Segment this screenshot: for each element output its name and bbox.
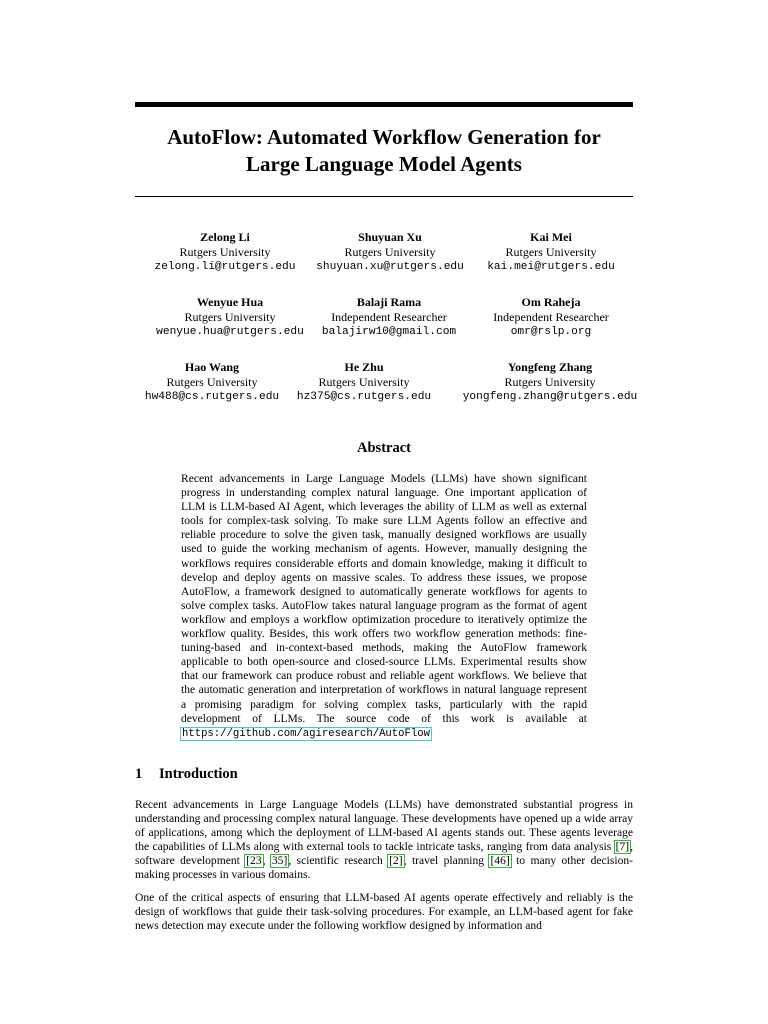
section-title: Introduction — [159, 766, 238, 782]
intro-paragraph-1 — [135, 798, 633, 883]
author-affiliation: Rutgers University — [179, 245, 271, 259]
author-name: Balaji Rama — [356, 295, 422, 309]
paragraph-text: to many other decision-making processes in various domains. — [135, 855, 633, 882]
author-affiliation: Independent Researcher — [331, 310, 447, 324]
abstract-body — [181, 472, 587, 741]
author-email: yongfeng.zhang@rutgers.edu — [462, 391, 638, 403]
section-number: 1 — [135, 766, 143, 782]
author-card — [274, 360, 454, 405]
author-card — [140, 295, 320, 340]
citation-link[interactable]: [46] — [490, 855, 510, 868]
author-name: Zelong Li — [200, 230, 250, 244]
title-bottom-rule — [135, 196, 633, 197]
citation-link[interactable]: [7] — [615, 841, 630, 854]
intro-paragraph-2: One of the critical aspects of ensuring that LLM-based AI agents operate effectively and reliably is the design of workflows that guide their task-solving procedures. For example, an LLM-based agent for fake news detection may execute under the following workflow designed by information and — [135, 892, 633, 933]
author-card — [300, 230, 480, 275]
paper-title-line-1: AutoFlow: Automated Workflow Generation for — [167, 125, 601, 149]
author-name: Shuyuan Xu — [358, 230, 422, 244]
author-card — [135, 230, 315, 275]
author-name: Hao Wang — [184, 360, 240, 374]
author-affiliation: Independent Researcher — [493, 310, 609, 324]
author-name: Kai Mei — [530, 230, 572, 244]
author-name: He Zhu — [344, 360, 384, 374]
abstract-text: Recent advancements in Large Language Models (LLMs) have shown significant progress in understanding complex natural language. One important application of LLM is LLM-based AI Agent, which leverages the ability of LLM as well as external tools for complex-task solving. To make sure LLM Agents follow an effective and reliable procedure to solve the given task, manually designed workflows are usually used to guide the working mechanism of agents. However, manually designing the workflows requires considerable efforts and domain knowledge, making it difficult to develop and deploy agents on massive scales. To address these issues, we propose AutoFlow, a framework designed to automatically generate workflows for agents to solve complex tasks. AutoFlow takes natural language program as the format of agent workflow and employs a workflow optimization procedure to iteratively optimize the workflow quality. Besides, this work offers two workflow generation methods: fine-tuning-based and in-context-based methods, making the AutoFlow framework applicable to both open-source and closed-source LLMs. Experimental results show that our framework can produce robust and reliable agent workflows. We believe that the automatic generation and interpretation of workflows in natural language represent a promising paradigm for solving complex tasks, particularly with the rapid development of LLMs. The source code of this work is available at — [181, 473, 587, 725]
author-affiliation: Rutgers University — [166, 375, 258, 389]
citation-link[interactable]: [23 — [246, 855, 262, 868]
author-card — [461, 230, 641, 275]
author-affiliation: Rutgers University — [318, 375, 410, 389]
abstract-heading: Abstract — [357, 440, 411, 456]
author-email: hz375@cs.rutgers.edu — [296, 391, 432, 403]
source-code-link[interactable]: https://github.com/agiresearch/AutoFlow — [182, 727, 430, 740]
paragraph-text: Recent advancements in Large Language Models (LLMs) have demonstrated substantial progress in understanding and processing complex natural language. These developments have opened up a wide array of applications, among which the deployment of LLM-based AI agents stands out. These agents leverage the capabilities of LLMs along with external tools to tackle intricate tasks, ranging from data analysis — [135, 799, 633, 854]
paper-title — [135, 124, 633, 178]
author-name: Yongfeng Zhang — [507, 360, 593, 374]
author-affiliation: Rutgers University — [504, 375, 596, 389]
paragraph-text: , — [262, 855, 271, 868]
section-heading-introduction — [135, 766, 238, 783]
title-top-rule — [135, 102, 633, 107]
citation-link[interactable]: 35] — [271, 855, 288, 868]
author-email: wenyue.hua@rutgers.edu — [156, 326, 304, 338]
author-affiliation: Rutgers University — [505, 245, 597, 259]
author-card — [445, 360, 655, 405]
author-affiliation: Rutgers University — [184, 310, 276, 324]
author-email: omr@rslp.org — [510, 326, 592, 338]
author-affiliation: Rutgers University — [344, 245, 436, 259]
author-email: zelong.li@rutgers.edu — [154, 261, 296, 273]
citation-link[interactable]: [2] — [389, 855, 403, 868]
author-card — [461, 295, 641, 340]
author-name: Wenyue Hua — [196, 295, 264, 309]
author-email: kai.mei@rutgers.edu — [487, 261, 615, 273]
paragraph-text: , scientific research — [288, 855, 383, 868]
author-email: shuyuan.xu@rutgers.edu — [316, 261, 464, 273]
author-email: balajirw10@gmail.com — [321, 326, 457, 338]
paper-title-line-2: Large Language Model Agents — [246, 152, 522, 176]
paragraph-text: , travel planning — [403, 855, 485, 868]
paragraph-text: , software development — [135, 841, 633, 868]
author-email: hw488@cs.rutgers.edu — [144, 391, 280, 403]
author-name: Om Raheja — [521, 295, 581, 309]
author-card — [299, 295, 479, 340]
